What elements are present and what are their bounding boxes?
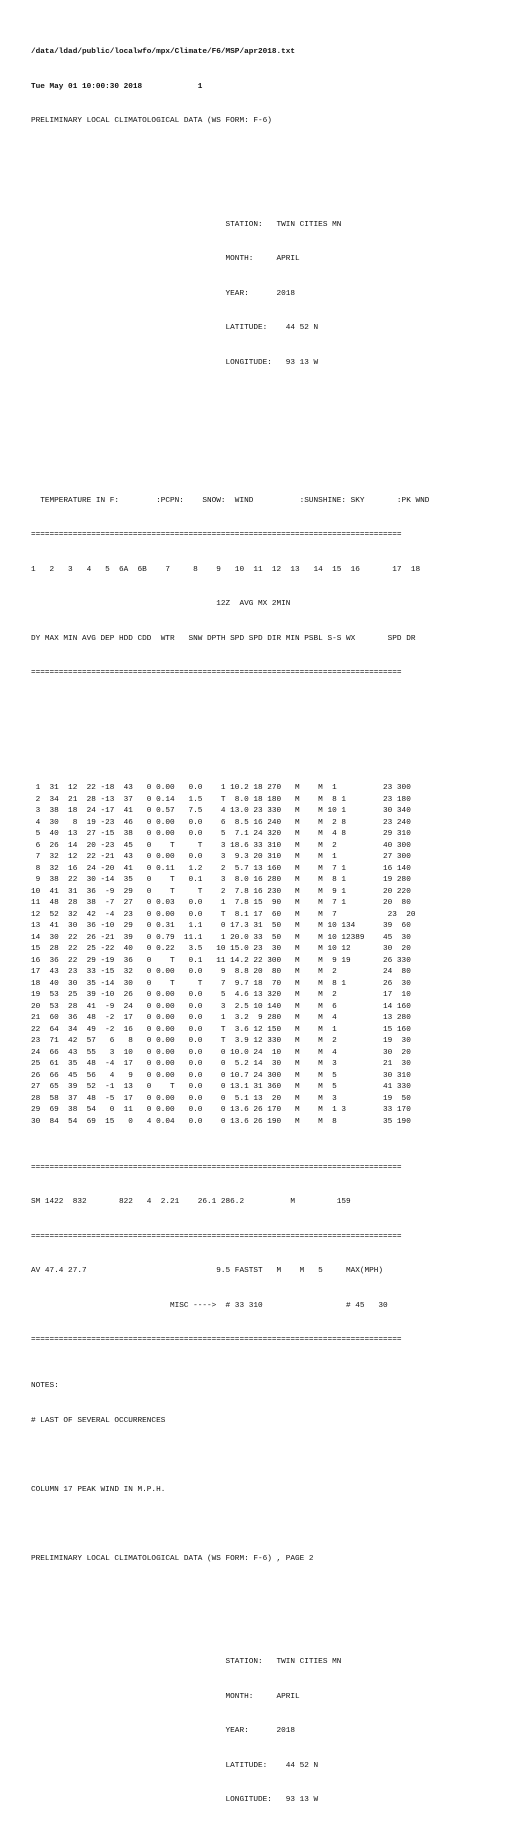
table-row: 29 69 38 54 0 11 0 0.00 0.0 0 13.6 26 170 M M 1 3 33 170 [31, 1106, 411, 1114]
table-row: 13 41 30 36 -10 29 0 0.31 1.1 0 17.3 31 50 M M 10 134 39 60 [31, 922, 411, 930]
table-row: 11 48 28 38 -7 27 0 0.03 0.0 1 7.8 15 90 M M 7 1 20 80 [31, 899, 411, 907]
year-line: YEAR: 2018 [31, 1727, 296, 1735]
column-header-line: 1 2 3 4 5 6A 6B 7 8 9 10 11 12 13 14 15 16 17 18 [31, 565, 421, 574]
spacer [31, 1450, 429, 1462]
table-row: 8 32 16 24 -20 41 0 0.11 1.2 2 5.7 13 160 M M 7 1 16 140 [31, 864, 411, 873]
table-row: 15 28 22 25 -22 40 0 0.22 3.5 10 15.0 23 30 M M 10 12 30 20 [31, 945, 411, 953]
month-line: MONTH: APRIL [31, 255, 300, 263]
spacer [31, 1519, 429, 1531]
separator-rule: ================================================================================ [31, 1232, 402, 1241]
table-row: 30 84 54 69 15 0 4 0.04 0.0 0 13.6 26 190 M M 8 35 190 [31, 1117, 411, 1126]
table-row: 7 32 12 22 -21 43 0 0.00 0.0 3 9.3 20 310 M M 1 27 300 [31, 853, 411, 861]
report-title: PRELIMINARY LOCAL CLIMATOLOGICAL DATA (WS FORM: F-6) [31, 117, 272, 125]
data-table [31, 783, 429, 1128]
table-row: 18 40 30 35 -14 30 0 T T 7 9.7 18 70 M M 8 1 26 30 [31, 979, 411, 988]
summary-sm-line: SM 1422 832 822 4 2.21 26.1 286.2 M 159 [31, 1198, 351, 1206]
spacer [31, 1588, 429, 1600]
longitude-line: LONGITUDE: 93 13 W [31, 1796, 319, 1804]
spacer [31, 427, 429, 439]
table-row: 1 31 12 22 -18 43 0 0.00 0.0 1 10.2 18 270 M M 1 23 300 [31, 784, 411, 792]
station-line: STATION: TWIN CITIES MN [31, 220, 342, 229]
spacer [31, 737, 429, 749]
table-row: 16 36 22 29 -19 36 0 T 0.1 11 14.2 22 300 M M 9 19 26 330 [31, 956, 411, 965]
table-row: 27 65 39 52 -1 13 0 T 0.0 0 13.1 31 360 M M 5 41 330 [31, 1083, 411, 1091]
table-row: 10 41 31 36 -9 29 0 T T 2 7.8 16 230 M M 9 1 20 220 [31, 887, 411, 896]
table-row: 26 66 45 56 4 9 0 0.00 0.0 0 10.7 24 300 M M 5 30 310 [31, 1071, 411, 1080]
table-row: 9 38 22 30 -14 35 0 T 0.1 3 8.0 16 280 M M 8 1 19 280 [31, 876, 411, 884]
separator-rule: ================================================================================ [31, 1163, 402, 1172]
table-row: 24 66 43 55 3 10 0 0.00 0.0 0 10.0 24 10 M M 4 30 20 [31, 1048, 411, 1057]
longitude-line: LONGITUDE: 93 13 W [31, 358, 319, 367]
table-row: 23 71 42 57 6 8 0 0.00 0.0 T 3.9 12 330 M M 2 19 30 [31, 1037, 411, 1045]
table-row: 6 26 14 20 -23 45 0 T T 3 18.6 33 310 M M 2 40 300 [31, 841, 411, 850]
year-line: YEAR: 2018 [31, 289, 296, 298]
page2-title: PRELIMINARY LOCAL CLIMATOLOGICAL DATA (WS FORM: F-6) , PAGE 2 [31, 1554, 314, 1563]
summary-av-line: AV 47.4 27.7 9.5 FASTST M M 5 MAX(MPH) [31, 1267, 384, 1275]
column-header-line: DY MAX MIN AVG DEP HDD CDD WTR SNW DPTH SPD SPD DIR MIN PSBL S-S WX SPD DR [31, 634, 416, 643]
latitude-line: LATITUDE: 44 52 N [31, 324, 319, 332]
table-row: 20 53 28 41 -9 24 0 0.00 0.0 3 2.5 10 140 M M 6 14 160 [31, 1002, 411, 1011]
month-line: MONTH: APRIL [31, 1692, 300, 1701]
spacer [31, 151, 429, 163]
column-header-line: 12Z AVG MX 2MIN [31, 600, 291, 608]
summary-misc-line: MISC ----> # 33 310 # 45 30 [31, 1301, 388, 1310]
table-row: 12 52 32 42 -4 23 0 0.00 0.0 T 8.1 17 60 M M 7 23 20 [31, 910, 416, 919]
table-row: 14 30 22 26 -21 39 0 0.79 11.1 1 20.0 33 50 M M 10 12389 45 30 [31, 933, 411, 942]
table-row: 4 30 8 19 -23 46 0 0.00 0.0 6 8.5 16 240 M M 2 8 23 240 [31, 818, 411, 827]
table-row: 5 40 13 27 -15 38 0 0.00 0.0 5 7.1 24 320 M M 4 8 29 310 [31, 830, 411, 838]
column-header [31, 473, 429, 703]
latitude-line: LATITUDE: 44 52 N [31, 1761, 319, 1770]
column-header-line: TEMPERATURE IN F: :PCPN: SNOW: WIND :SUNSHINE: SKY :PK WND [31, 496, 430, 505]
climate-report [31, 24, 429, 1841]
table-row: 19 53 25 39 -10 26 0 0.00 0.0 5 4.6 13 320 M M 2 17 10 [31, 991, 411, 999]
note-line: # LAST OF SEVERAL OCCURRENCES [31, 1416, 166, 1425]
notes-heading: NOTES: [31, 1382, 59, 1390]
note-line: COLUMN 17 PEAK WIND IN M.P.H. [31, 1485, 166, 1494]
station-line: STATION: TWIN CITIES MN [31, 1658, 342, 1666]
table-row: 3 38 18 24 -17 41 0 0.57 7.5 4 13.0 23 330 M M 10 1 30 340 [31, 807, 411, 815]
file-path: /data/ldad/public/localwfo/mpx/Climate/F6/MSP/apr2018.txt [31, 48, 296, 56]
station-block-page2 [31, 1634, 429, 1830]
separator-rule: ================================================================================ [31, 1336, 402, 1344]
table-row: 21 60 36 48 -2 17 0 0.00 0.0 1 3.2 9 280 M M 4 13 280 [31, 1014, 411, 1022]
station-block [31, 197, 429, 393]
table-row: 28 58 37 48 -5 17 0 0.00 0.0 0 5.1 13 20 M M 3 19 50 [31, 1094, 411, 1103]
column-header-line: ================================================================================ [31, 531, 402, 539]
column-header-line: ================================================================================ [31, 669, 402, 677]
table-row: 25 61 35 48 -4 17 0 0.00 0.0 0 5.2 14 30 M M 3 21 30 [31, 1060, 411, 1068]
table-row: 17 43 23 33 -15 32 0 0.00 0.0 9 8.8 20 80 M M 2 24 80 [31, 968, 411, 976]
timestamp: Tue May 01 10:00:30 2018 1 [31, 82, 203, 91]
table-row: 22 64 34 49 -2 16 0 0.00 0.0 T 3.6 12 150 M M 1 15 160 [31, 1025, 411, 1034]
table-row: 2 34 21 28 -13 37 0 0.14 1.5 T 8.0 18 180 M M 8 1 23 180 [31, 795, 411, 804]
